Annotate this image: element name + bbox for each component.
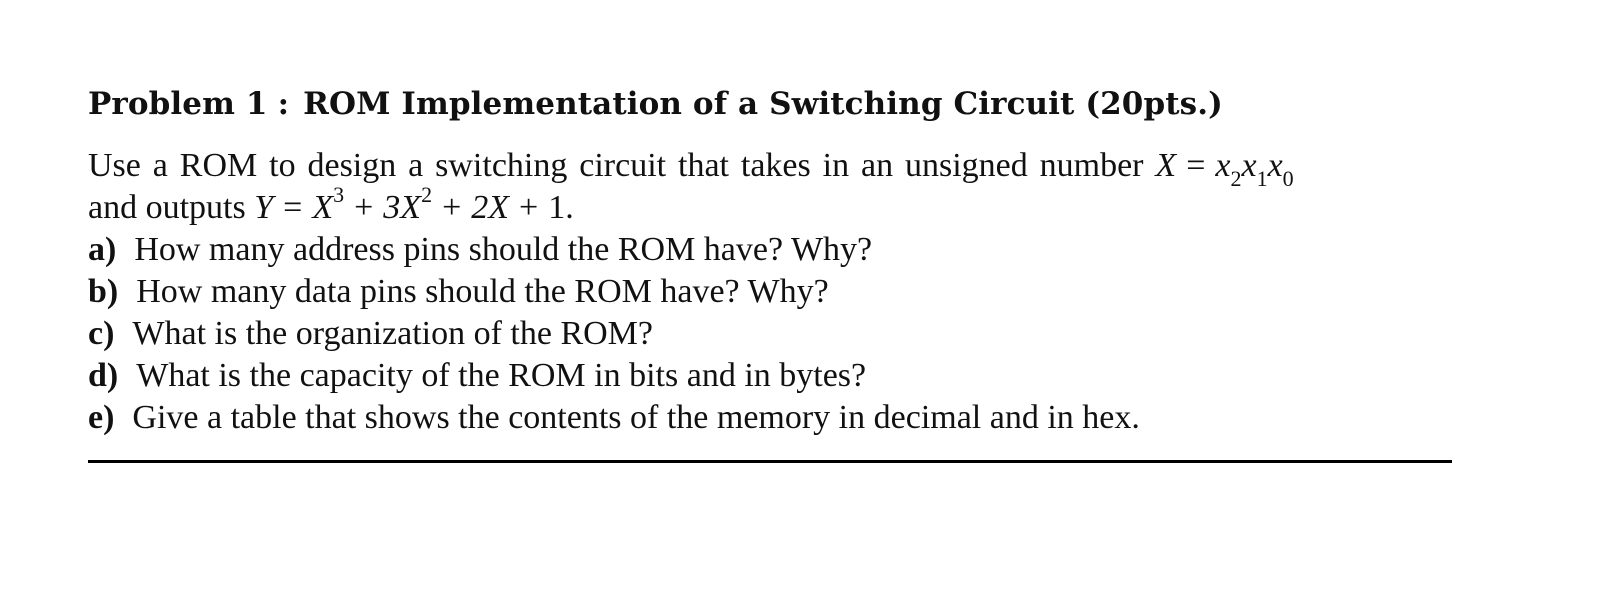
- question-text: What is the organization of the ROM?: [132, 315, 653, 352]
- output-variable: Y: [254, 189, 274, 226]
- output-formula: $Y = X^3 + 3X^2 + 2X + 1$.: [254, 181, 574, 226]
- problem-heading: ROM Implementation of a Switching Circuit (20pts.): [303, 86, 1223, 122]
- question-text: What is the capacity of the ROM in bits and in bytes?: [136, 357, 867, 394]
- term-cubed: $X^3$: [312, 181, 345, 226]
- question-e: [88, 397, 1508, 439]
- term-squared: $3X^2$: [383, 181, 433, 226]
- intro-line-1: [88, 145, 1508, 191]
- intro-line-2: [88, 181, 1508, 229]
- question-text: Give a table that shows the contents of the memory in decimal and in hex.: [132, 399, 1140, 436]
- question-marker: e): [88, 399, 115, 436]
- question-a: [88, 229, 1508, 271]
- question-c: [88, 313, 1508, 355]
- horizontal-divider: [88, 460, 1452, 463]
- title-separator: :: [277, 86, 290, 122]
- bit-x2: $x_2$: [1215, 147, 1242, 191]
- input-variable: X: [1155, 147, 1177, 184]
- input-equation: $X = x_2x_1x_0$: [1155, 147, 1294, 191]
- bit-x1: $x_1$: [1241, 147, 1268, 191]
- question-marker: d): [88, 357, 119, 394]
- problem-body: [88, 145, 1508, 439]
- problem-number: Problem 1: [88, 86, 268, 122]
- question-text: How many data pins should the ROM have? Why?: [136, 273, 829, 310]
- problem-section: [88, 82, 1508, 439]
- problem-title: [88, 82, 1508, 126]
- question-marker: c): [88, 315, 115, 352]
- intro-text-1: Use a ROM to design a switching circuit that takes in an unsigned number: [88, 147, 1144, 184]
- term-constant: 1.: [548, 189, 574, 226]
- question-text: How many address pins should the ROM have? Why?: [134, 231, 873, 268]
- question-d: [88, 355, 1508, 397]
- question-marker: b): [88, 273, 119, 310]
- question-b: [88, 271, 1508, 313]
- question-marker: a): [88, 231, 117, 268]
- term-linear: 2X: [471, 189, 510, 226]
- bit-x0: $x_0$: [1267, 147, 1294, 191]
- intro-text-2: and outputs: [88, 189, 246, 226]
